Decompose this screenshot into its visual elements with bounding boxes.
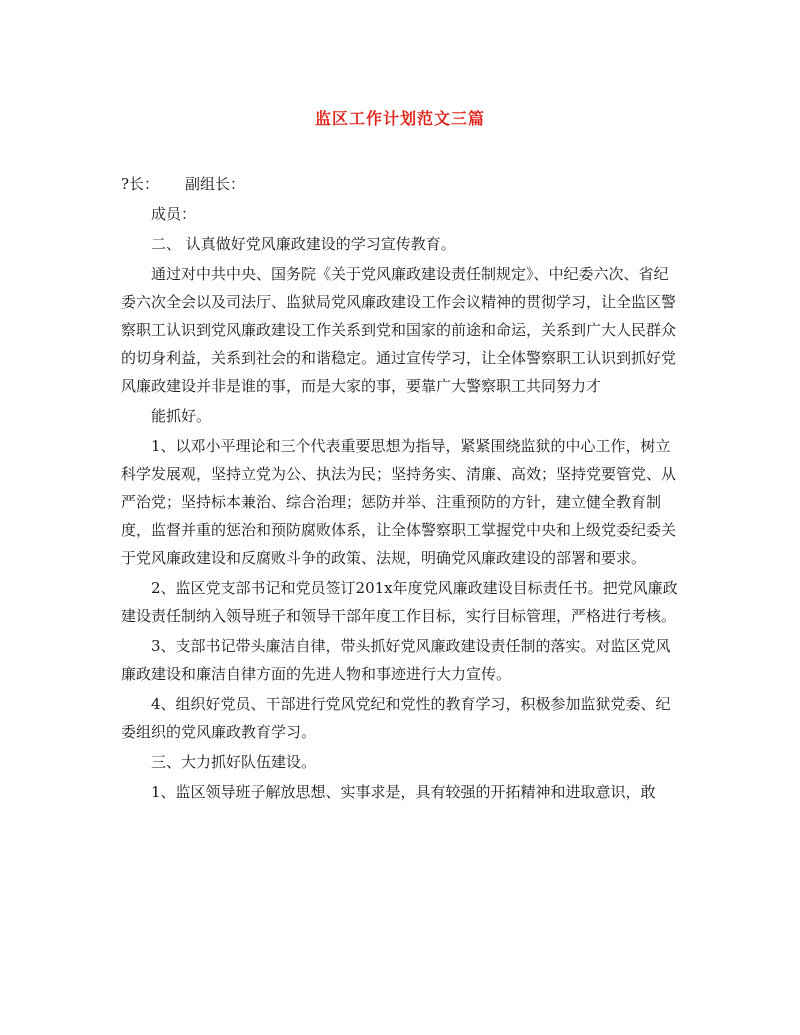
section-heading-3: 三、大力抓好队伍建设。	[151, 753, 317, 771]
paragraph-team-1: 1、监区领导班子解放思想、实事求是，具有较强的开拓精神和进取意识，敢	[151, 783, 656, 801]
paragraph-item-1: 1、以邓小平理论和三个代表重要思想为指导，紧紧围绕监狱的中心工作，树立科学发展观，坚持立党为公、执法为民；坚持务实、清廉、高效；坚持党要管党、从严治党；坚持标本兼治、综合治理；惩防并举、注重预防的方针，建立健全教育制度，监督并重的惩治和预防腐败体系，让全体警察职工掌握党中央和上级党委纪委关于党风廉政建设和反腐败斗争的政策、法规，明确党风廉政建设的部署和要求。	[121, 437, 677, 567]
leader-label: ?长：	[121, 175, 160, 193]
paragraph-continuation: 能抓好。	[151, 407, 212, 425]
paragraph-item-4: 4、组织好党员、干部进行党风党纪和党性的教育学习，积极参加监狱党委、纪委组织的党风廉政教育学习。	[121, 695, 671, 741]
paragraph-study: 通过对中共中央、国务院《关于党风廉政建设责任制规定》、中纪委六次、省纪委六次全会以及司法厅、监狱局党风廉政建设工作会议精神的贯彻学习，让全监区警察职工认识到党风廉政建设工作关系到党和国家的前途和命运，关系到广大人民群众的切身利益，关系到社会的和谐稳定。通过宣传学习，让全体警察职工认识到抓好党风廉政建设并非是谁的事，而是大家的事，要靠广大警察职工共同努力才	[121, 265, 677, 395]
paragraph-item-2: 2、监区党支部书记和党员签订201x年度党风廉政建设目标责任书。把党风廉政建设责任制纳入领导班子和领导干部年度工作目标，实行目标管理，严格进行考核。	[121, 579, 678, 625]
section-heading-2: 二、 认真做好党风廉政建设的学习宣传教育。	[151, 235, 456, 253]
document-body	[121, 170, 681, 808]
deputy-leader-label: 副组长：	[185, 175, 246, 193]
paragraph-members: 成员：	[151, 205, 197, 223]
header-line	[121, 170, 681, 198]
paragraph-item-3: 3、支部书记带头廉洁自律，带头抓好党风廉政建设责任制的落实。对监区党风廉政建设和廉洁自律方面的先进人物和事迹进行大力宣传。	[121, 637, 671, 683]
document-title: 监区工作计划范文三篇	[314, 109, 485, 128]
